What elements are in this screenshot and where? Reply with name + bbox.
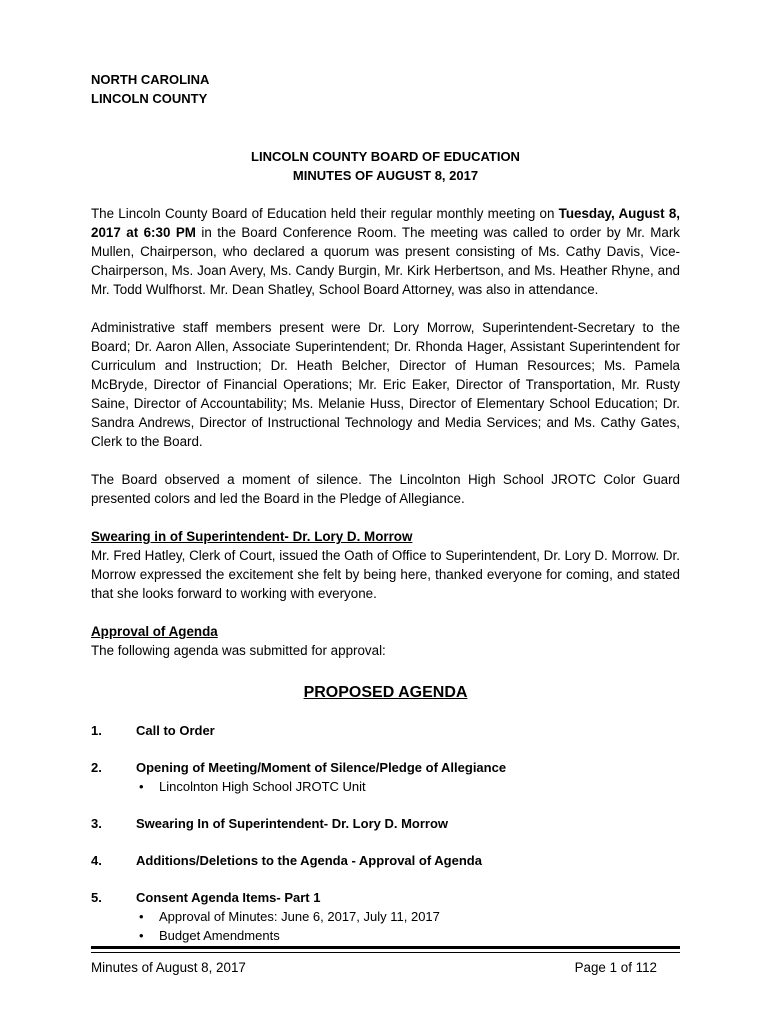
agenda-item bbox=[91, 888, 680, 945]
agenda-item-row bbox=[91, 814, 680, 833]
agenda-item bbox=[91, 851, 680, 870]
footer-page-number: Page 1 of 112 bbox=[574, 960, 657, 975]
approval-section bbox=[91, 622, 680, 660]
bullet-icon: • bbox=[139, 928, 144, 943]
document-page bbox=[91, 70, 680, 963]
staff-paragraph: Administrative staff members present were Dr. Lory Morrow, Superintendent-Secretary to the Board; Dr. Aaron Allen, Associate Superintendent; Dr. Rhonda Hager, Assistant Superintendent for Curriculum and Instruction; Dr. Heath Belcher, Director of Human Resources; Ms. Pamela McBryde, Director of Financial Operations; Mr. Eric Eaker, Director of Transportation, Mr. Rusty Saine, Director of Accountability; Ms. Melanie Huss, Director of Elementary School Education; Dr. Sandra Andrews, Director of Instructional Technology and Media Services; and Ms. Cathy Gates, Clerk to the Board. bbox=[91, 320, 680, 449]
minutes-date-title: MINUTES OF AUGUST 8, 2017 bbox=[292, 168, 479, 183]
page-footer bbox=[91, 960, 657, 975]
agenda-item-number: 2. bbox=[91, 760, 102, 775]
agenda-item-number: 3. bbox=[91, 816, 102, 831]
approval-body: The following agenda was submitted for approval: bbox=[91, 643, 386, 658]
footer-divider bbox=[91, 946, 680, 949]
agenda-list bbox=[91, 721, 680, 945]
swearing-section bbox=[91, 527, 680, 603]
agenda-subitem-text: Lincolnton High School JROTC Unit bbox=[159, 779, 366, 794]
agenda-subitem-list bbox=[136, 777, 680, 796]
footer-document-name: Minutes of August 8, 2017 bbox=[91, 960, 246, 975]
agenda-subitem-text: Approval of Minutes: June 6, 2017, July 11, 2017 bbox=[159, 909, 440, 924]
board-title: LINCOLN COUNTY BOARD OF EDUCATION bbox=[251, 149, 520, 164]
swearing-heading: Swearing in of Superintendent- Dr. Lory D. Morrow bbox=[91, 529, 413, 544]
footer-divider-thin bbox=[91, 952, 680, 953]
agenda-item bbox=[91, 814, 680, 833]
agenda-item bbox=[91, 721, 680, 740]
intro-paragraph bbox=[91, 204, 680, 299]
agenda-item-row bbox=[91, 888, 680, 907]
agenda-item-title: Swearing In of Superintendent- Dr. Lory D. Morrow bbox=[136, 816, 449, 831]
agenda-item-number: 4. bbox=[91, 853, 102, 868]
county-heading: LINCOLN COUNTY bbox=[91, 91, 208, 106]
agenda-subitem-list bbox=[136, 907, 680, 945]
agenda-item-title: Additions/Deletions to the Agenda - Approval of Agenda bbox=[136, 853, 482, 868]
agenda-item-row bbox=[91, 851, 680, 870]
agenda-item-title: Call to Order bbox=[136, 723, 215, 738]
silence-paragraph: The Board observed a moment of silence. The Lincolnton High School JROTC Color Guard presented colors and led the Board in the Pledge of Allegiance. bbox=[91, 472, 680, 506]
swearing-body: Mr. Fred Hatley, Clerk of Court, issued the Oath of Office to Superintendent, Dr. Lory D. Morrow. Dr. Morrow expressed the excitement she felt by being here, thanked everyone for coming, and stated that she looks forward to working with everyone. bbox=[91, 548, 680, 601]
agenda-item bbox=[91, 758, 680, 796]
agenda-subitem bbox=[136, 926, 680, 945]
agenda-item-title: Consent Agenda Items- Part 1 bbox=[136, 890, 321, 905]
bullet-icon: • bbox=[139, 909, 144, 924]
document-title bbox=[91, 147, 680, 185]
state-heading: NORTH CAROLINA bbox=[91, 72, 210, 87]
intro-text-start: The Lincoln County Board of Education held their regular monthly meeting on bbox=[91, 206, 559, 221]
document-header bbox=[91, 70, 680, 108]
intro-text-end: in the Board Conference Room. The meeting was called to order by Mr. Mark Mullen, Chairperson, who declared a quorum was present consisting of Ms. Cathy Davis, Vice-Chairperson, Ms. Joan Avery, Ms. Candy Burgin, Mr. Kirk Herbertson, and Ms. Heather Rhyne, and Mr. Todd Wulfhorst. Mr. Dean Shatley, School Board Attorney, was also in attendance. bbox=[91, 225, 681, 297]
agenda-subitem-text: Budget Amendments bbox=[159, 928, 280, 943]
meeting-datetime: Tuesday, August 8, 2017 at 6:30 PM bbox=[91, 206, 680, 240]
proposed-agenda-title: PROPOSED AGENDA bbox=[303, 684, 468, 701]
bullet-icon: • bbox=[139, 779, 144, 794]
agenda-item-number: 5. bbox=[91, 890, 102, 905]
approval-heading: Approval of Agenda bbox=[91, 624, 218, 639]
agenda-item-number: 1. bbox=[91, 723, 102, 738]
agenda-item-row bbox=[91, 758, 680, 777]
agenda-item-title: Opening of Meeting/Moment of Silence/Pledge of Allegiance bbox=[136, 760, 507, 775]
agenda-subitem bbox=[136, 907, 680, 926]
agenda-item-row bbox=[91, 721, 680, 740]
agenda-subitem bbox=[136, 777, 680, 796]
